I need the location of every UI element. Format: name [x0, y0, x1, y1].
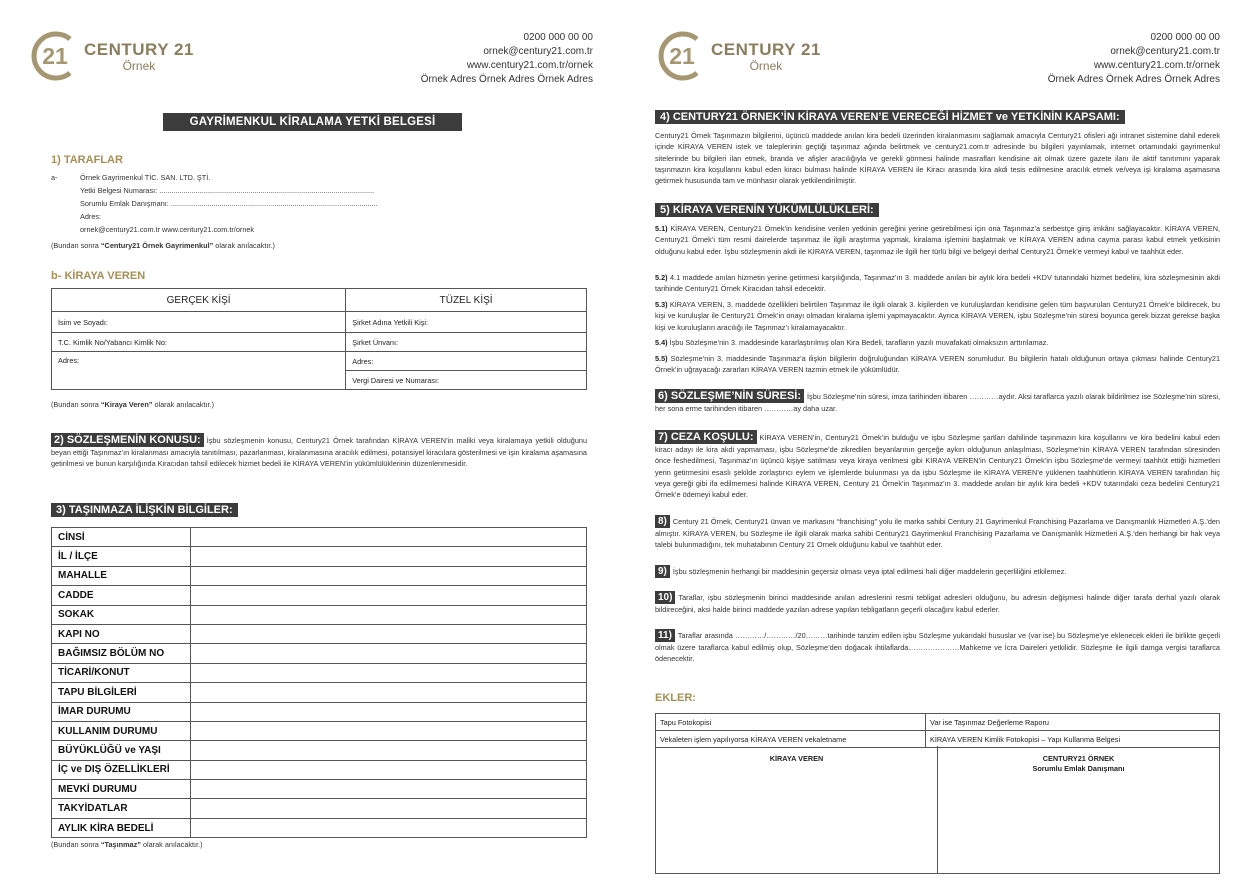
property-label: TAKYİDATLAR: [52, 799, 191, 818]
party-a-label: a-: [51, 173, 58, 182]
property-row: [52, 605, 587, 624]
contact-email[interactable]: ornek@century21.com.tr: [1110, 46, 1220, 57]
property-value-field[interactable]: [191, 780, 587, 799]
field-tax-office[interactable]: Vergi Dairesi ve Numarası:: [346, 371, 587, 390]
attachments-table: [655, 713, 1220, 748]
contact-block: [421, 31, 593, 87]
contact-web[interactable]: www.century21.com.tr/ornek: [1093, 60, 1220, 71]
contact-web[interactable]: www.century21.com.tr/ornek: [466, 60, 593, 71]
address-field[interactable]: Adres:: [80, 212, 102, 221]
property-label: KAPI NO: [52, 624, 191, 643]
property-label: TİCARİ/KONUT: [52, 663, 191, 682]
clause-5-3: 5.3) KİRAYA VEREN, 3. maddede özellikleri belirtilen Taşınmaz ile ilgili olarak 3. kişilerden ve kuruluşlardan kendisine gelen tüm başvuruları Century21 Örnek’e bildirecek, bu kişi ve kuruluşlar ile Century21 Örnek’in onayı olmadan kiralama işlemi yapmayacaktır. Ayrıca KİRAYA VEREN, işbu Sözleşme’nin süresi boyunca gerek bizzat gerekse başka kişi ve kuruluşların aracılığı ile Taşınmaz’ı kiralamayacaktır.: [655, 300, 1220, 332]
property-row: [52, 702, 587, 721]
property-value-field[interactable]: [191, 644, 587, 663]
property-label: MAHALLE: [52, 566, 191, 585]
property-value-field[interactable]: [191, 818, 587, 837]
section6-paragraph: 6) SÖZLEŞME’NİN SÜRESİ: İşbu Sözleşme’nin süresi, imza tarihinden itibaren …………aydır. Aksi taraflarca yazılı olarak bildirilmez ise Sözleşme’nin süresi, her sona erme tarihinden itibaren …………ay daha uzar.: [655, 390, 1220, 413]
section4-text: Century21 Örnek Taşınmazın bilgilerini, üçüncü maddede anılan kira bedeli üzerinden kiralanmasını sağlamak amacıyla Century21 ofisleri ağı intranet sistemine dahil ederek içinde KİRAYA VEREN istek ve taleplerinin geçtiği taşınmaz ağında belirtmek ve century21.com.tr adresinde bu bilgileri yayınlamak, internet ortamındaki gayrimenkul sitelerinde bu bilgileri ilan etmek, branda ve afişler aracılığıyla ve gerekli görmesi halinde masrafları kendisine ait olmak üzere gazete ilanı ile aktif tanıtımını yaparak taşınmazın kira koşullarını kabul eden kiracı bulması halinde KİRAYA VEREN ile Kiracı arasında kira akdi tesis edilmesine aracılık etmek ve/veya işi kiralama aşamasına getirmek hususunda tam ve münhasır olarak yetkilendirilmiştir.: [655, 131, 1220, 186]
property-row: [52, 528, 587, 547]
clause-5-5: 5.5) Sözleşme’nin 3. maddesinde Taşınmaz’a ilişkin bilgilerin doğruluğundan KİRAYA VEREN sorumludur. Bu bilgilerin hatalı olduğunun ortaya çıkması halinde Century21 Örnek’in uğrayacağı zararları KİRAYA VEREN tazmin etmek ile yükümlüdür.: [655, 354, 1221, 375]
section2-heading: 2) SÖZLEŞMENİN KONUSU:: [51, 433, 204, 447]
property-label: İL / İLÇE: [52, 547, 191, 566]
property-row: [52, 624, 587, 643]
property-row: [52, 644, 587, 663]
right-page: [625, 0, 1250, 884]
section9-number: 9): [655, 565, 670, 578]
section3-heading: 3) TAŞINMAZA İLİŞKİN BİLGİLER:: [51, 503, 238, 517]
property-value-field[interactable]: [191, 702, 587, 721]
landlord-table: [51, 288, 587, 390]
property-row: [52, 780, 587, 799]
attachment-item: KİRAYA VEREN Kimlik Fotokopisi – Yapı Kullanma Belgesi: [926, 731, 1220, 748]
property-info-table: [51, 527, 587, 838]
brand-name: CENTURY 21: [711, 39, 821, 59]
section10-number: 10): [655, 591, 675, 604]
clause-5-1: 5.1) KİRAYA VEREN, Century21 Örnek’in kendisine verilen yetkinin gereğini yerine getirebilmesi için ona Taşınmaz’a serbestçe giriş imkânı sağlayacaktır. KİRAYA VEREN, Century21 Örnek’i tüm resmi dairelerde taşınmaz ile ilgili araştırma yapmak, kiralama işlemini başlatmak ve KİRAYA VEREN adına cayma parası kabul etmek yetkisinin olduğunu kabul eder. İşbu sözleşmenin akdi ile KİRAYA VEREN, taşınmaz ile ilgili her türlü bilgi ve belgeyi derhal Century21 Örnek’e vermeyi kabul ve taahhüt eder.: [655, 224, 1220, 256]
clause-5-4: 5.4) İşbu Sözleşme’nin 3. maddesinde kararlaştırılmış olan Kira Bedeli, tarafların yazılı muvafakati olmaksızın arttırılamaz.: [655, 338, 1049, 347]
section1-heading: 1) TARAFLAR: [51, 154, 123, 166]
property-row: [52, 663, 587, 682]
section2-text: İşbu sözleşmenin konusu, Century21 Örnek tarafından KİRAYA VEREN’in maliki veya kiralamaya yetkili olduğunu beyan ettiği Taşınmaz’ın kiralanması amacıyla tanıtılması, pazarlanması, kiralanmasına aracılık edilmesi, potansiyel kiracılara gösterilmesi ve işin kiralama aşamasına getirilmesi ve bunun karşılığında Kiracıdan tahsil edilecek hizmet bedeli ile KİRAYA VEREN’in yükümlülüklerinin düzenlenmesidir.: [51, 436, 587, 469]
brand-sub: Örnek: [749, 58, 783, 73]
section11-number: 11): [655, 629, 675, 642]
attachment-item: Var ise Taşınmaz Değerleme Raporu: [926, 714, 1220, 731]
property-value-field[interactable]: [191, 586, 587, 605]
company-name: Örnek Gayrimenkul TİC. SAN. LTD. ŞTİ.: [80, 173, 211, 182]
landlord-note: (Bundan sonra “Kiraya Veren” olarak anılacaktır.): [51, 400, 215, 409]
property-label: İÇ ve DIŞ ÖZELLİKLERİ: [52, 760, 191, 779]
property-value-field[interactable]: [191, 547, 587, 566]
section10-paragraph: 10) Taraflar, işbu sözleşmenin birinci maddesinde anılan adreslerini resmi tebligat adresleri olduğunu, bu adresin değişmesi halinde diğer tarafa derhal yazılı olarak bildireceğini, aksi halde birinci maddede yazılan adrese yapılan tebligatların geçerli olacağını kabul ederler.: [655, 592, 1220, 614]
property-row: [52, 721, 587, 740]
contact-address: Örnek Adres Örnek Adres Örnek Adres: [420, 74, 593, 85]
signature-landlord[interactable]: KİRAYA VEREN: [656, 746, 938, 873]
contact-phone: 0200 000 00 00: [1150, 32, 1220, 43]
brand-name: CENTURY 21: [84, 39, 194, 59]
svg-text:21: 21: [42, 43, 68, 69]
col-natural-person: GERÇEK KİŞİ: [52, 289, 346, 312]
brand-sub: Örnek: [122, 58, 156, 73]
section9-paragraph: 9) İşbu sözleşmenin herhangi bir maddesinin geçersiz olması veya iptal edilmesi hali diğer maddelerin geçerliliğini etkilemez.: [655, 565, 1220, 578]
property-label: İMAR DURUMU: [52, 702, 191, 721]
property-row: [52, 586, 587, 605]
property-row: [52, 683, 587, 702]
field-natural-address[interactable]: Adres:: [52, 352, 346, 390]
property-value-field[interactable]: [191, 605, 587, 624]
landlord-heading: b- KİRAYA VEREN: [51, 270, 146, 282]
contact-address: Örnek Adres Örnek Adres Örnek Adres: [1047, 74, 1220, 85]
party-a-note: (Bundan sonra “Century21 Örnek Gayrimenkul” olarak anılacaktır.): [51, 241, 275, 250]
property-value-field[interactable]: [191, 760, 587, 779]
century21-seal-icon: [657, 30, 707, 82]
property-label: BAĞIMSIZ BÖLÜM NO: [52, 644, 191, 663]
col-legal-entity: TÜZEL KİŞİ: [346, 289, 587, 312]
property-value-field[interactable]: [191, 721, 587, 740]
property-value-field[interactable]: [191, 528, 587, 547]
attachment-item: Vekaleten işlem yapılıyorsa KİRAYA VEREN vekaletname: [656, 731, 926, 748]
section8-number: 8): [655, 515, 670, 528]
property-label: MEVKİ DURUMU: [52, 780, 191, 799]
property-label: CİNSİ: [52, 528, 191, 547]
property-label: TAPU BİLGİLERİ: [52, 683, 191, 702]
svg-text:21: 21: [669, 43, 695, 69]
property-value-field[interactable]: [191, 741, 587, 760]
section5-heading: 5) KİRAYA VERENİN YÜKÜMLÜLÜKLERİ:: [655, 203, 879, 217]
property-row: [52, 760, 587, 779]
field-legal-address[interactable]: Adres:: [346, 352, 587, 371]
field-id-number[interactable]: T.C. Kimlik No/Yabancı Kimlik No:: [52, 333, 346, 352]
document-title: GAYRİMENKUL KİRALAMA YETKİ BELGESİ: [163, 113, 462, 131]
section11-paragraph: 11) Taraflar arasında …………/…………/20………tarihinde tanzim edilen işbu Sözleşme yukarıdaki hususlar ve (var ise) bu Sözleşme’ye eklenecek ekleri ile birlikte geçerli olmak üzere taraflarca kabul edilmiş olup, Sözleşme’den doğacak ihtilaflarda…………………Mahkeme ve İcra Daireleri yetkilidir. Sözleşme ile ilgili damga vergisi taraflarca ödenecektir.: [655, 630, 1220, 664]
section8-paragraph: 8) Century 21 Örnek, Century21 ünvan ve markasını “franchising” yolu ile marka sahibi Century 21 Gayrimenkul Franchising Pazarlama ve Danışmanlık Hizmetleri A.Ş.’den almıştır. KİRAYA VEREN, bu Sözleşme ile ilgili olarak marka sahibi Century21 Gayrimenkul Franchising Pazarlama ve Danışmanlık Hizmetleri A.Ş.’den herhangi bir hak veya talebi bulunmadığını, tek muhatabının Century 21 Ornek olduğunu kabul ve taahhüt eder.: [655, 516, 1220, 550]
section7-paragraph: 7) CEZA KOŞULU: KİRAYA VEREN’in, Century21 Örnek’in bulduğu ve işbu Sözleşme şartları dahilinde taşınmazın kira koşullarını ve kira bedelini kabul eden kiracı adayı ile kira akdi yapmaması, işbu Sözleşme’de zikredilen beyanlarının gerçeğe aykırı olduğunun anlaşılması, Sözleşme’nin KİRAYA VEREN tarafından süresinden önce feshedilmesi, Taşınmaz’ın üçüncü kişiye satılması veya kiraya verilmesi gibi KİRAYA VEREN’in Century21 Örnek’in işbu Sözleşme’de vermeyi taahhüt ettiği hizmetleri yerin getirmesini esaslı şekilde zorlaştırıcı eylem ve işlemlerde bulunması ya da işbu Sözleşme ile KİRAYA VEREN’e yüklenen taahhütlerin KİRAYA VEREN tarafından hiç veya gereği gibi ifa edilmemesi halinde KİRAYA VEREN, Century 21 Örnek’in Taşınmaz’ın 3. maddede anılan bir aylık kira bedeli +KDV tutarındaki ceza bedelini Century21 Örnek’e ödemeyi kabul eder.: [655, 431, 1220, 500]
property-value-field[interactable]: [191, 624, 587, 643]
property-note: (Bundan sonra “Taşınmaz” olarak anılacaktır.): [51, 840, 203, 849]
section7-heading: 7) CEZA KOŞULU:: [655, 430, 757, 444]
property-value-field[interactable]: [191, 663, 587, 682]
section2-paragraph: [51, 433, 587, 470]
property-label: SOKAK: [52, 605, 191, 624]
property-value-field[interactable]: [191, 566, 587, 585]
property-value-field[interactable]: [191, 799, 587, 818]
century21-logo: [657, 30, 821, 82]
signature-box: [655, 746, 1220, 874]
field-company-title[interactable]: Şirket Ünvanı:: [346, 333, 587, 352]
century21-seal-icon: [30, 30, 80, 82]
property-row: [52, 741, 587, 760]
property-row: [52, 566, 587, 585]
attachment-item: Tapu Fotokopisi: [656, 714, 926, 731]
section6-heading: 6) SÖZLEŞME’NİN SÜRESİ:: [655, 389, 804, 403]
property-value-field[interactable]: [191, 683, 587, 702]
field-company-officer[interactable]: Şirket Adına Yetkili Kişi:: [346, 312, 587, 333]
property-label: CADDE: [52, 586, 191, 605]
responsible-agent-field[interactable]: Sorumlu Emlak Danışmanı: ......................................................................................................: [80, 199, 378, 208]
property-label: KULLANIM DURUMU: [52, 721, 191, 740]
property-label: BÜYÜKLÜĞÜ ve YAŞI: [52, 741, 191, 760]
attachments-heading: EKLER:: [655, 692, 696, 704]
section4-heading: 4) CENTURY21 ÖRNEK’İN KİRAYA VEREN’E VERECEĞİ HİZMET ve YETKİNİN KAPSAMI:: [655, 110, 1125, 124]
property-row: [52, 799, 587, 818]
property-row: [52, 818, 587, 837]
contact-phone: 0200 000 00 00: [523, 32, 593, 43]
century21-logo: [30, 30, 194, 82]
signature-agency[interactable]: CENTURY21 ÖRNEK Sorumlu Emlak Danışmanı: [1032, 754, 1125, 773]
contact-block: [1048, 31, 1220, 87]
clause-5-2: 5.2) 4.1 maddede anılan hizmetin yerine getirmesi karşılığında, Taşınmaz’ın 3. maddede anılan bir aylık kira bedeli +KDV tutarındaki hizmet bedelini, kira sözleşmesinin akdi tarihinde Century21 Örnek Kiracıdan tahsil edecektir.: [655, 273, 1220, 294]
contact-email[interactable]: ornek@century21.com.tr: [483, 46, 593, 57]
property-row: [52, 547, 587, 566]
company-contact-line: ornek@century21.com.tr www.century21.com.tr/ornek: [80, 225, 255, 234]
property-label: AYLIK KİRA BEDELİ: [52, 818, 191, 837]
field-name-surname[interactable]: İsim ve Soyadı:: [52, 312, 346, 333]
authorization-number-field[interactable]: Yetki Belgesi Numarası: ..........................................................................................................: [80, 186, 375, 195]
